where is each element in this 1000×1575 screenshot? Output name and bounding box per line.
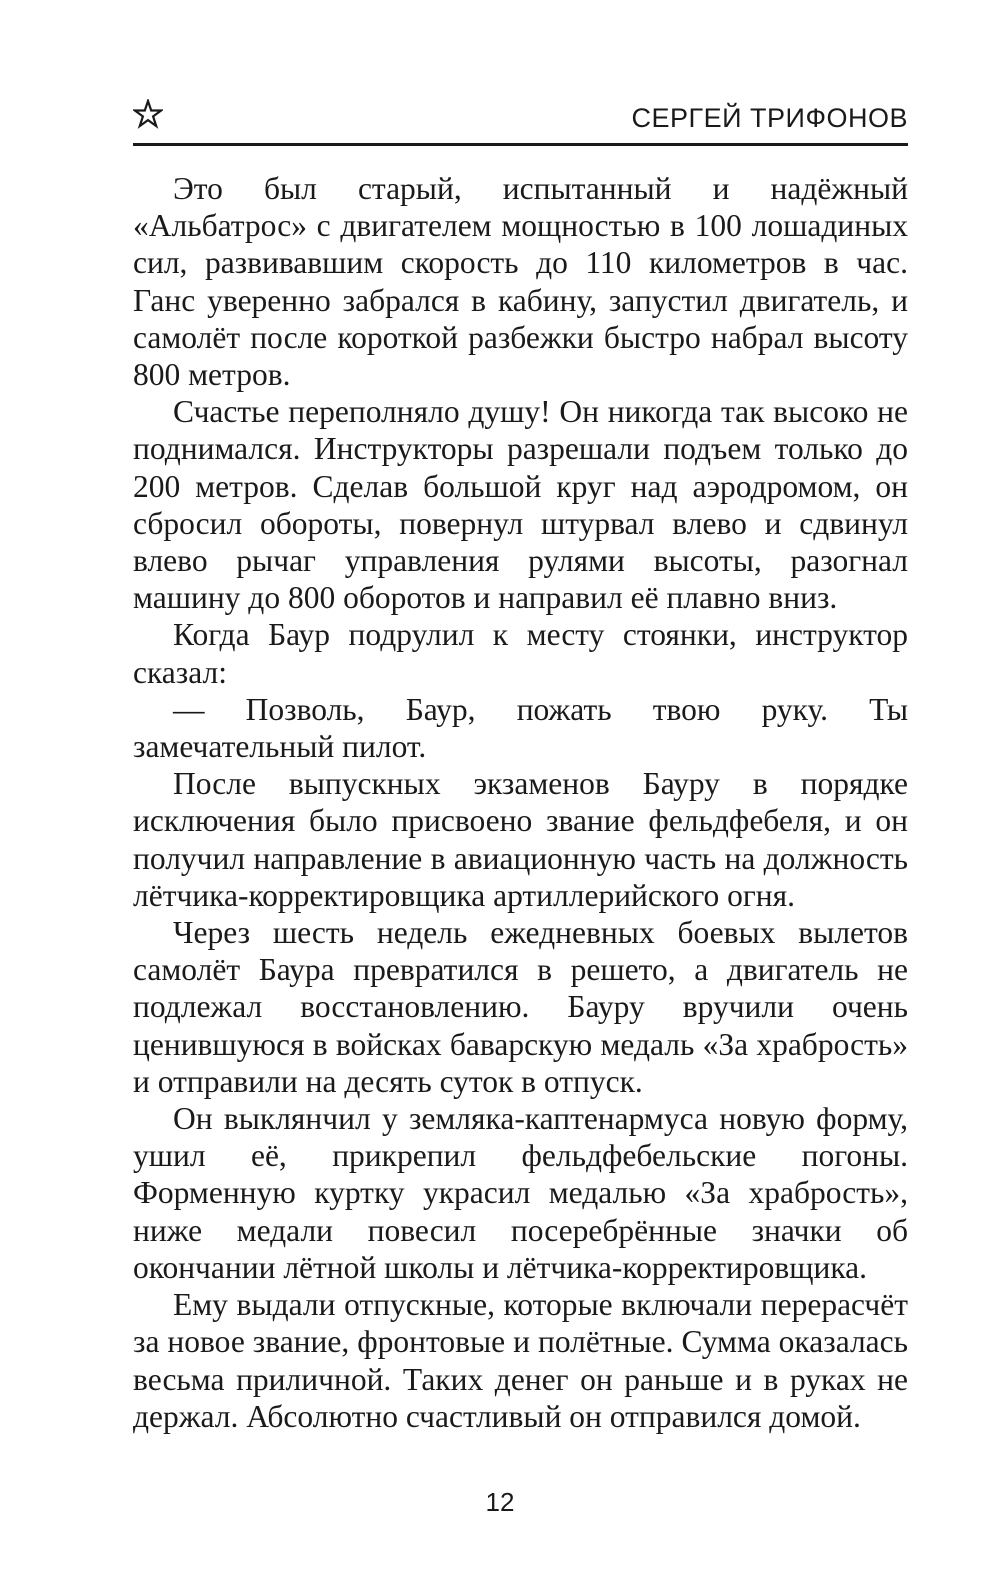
running-header [133,95,908,146]
dialogue-line: — Позволь, Баур, пожать твою руку. Ты замечательный пилот. [133,691,908,765]
star-icon [133,99,163,129]
paragraph: Это был старый, испытанный и надёжный «Альбатрос» с двигателем мощностью в 100 лошадиных сил, развивавшим скорость до 110 километров в час. Ганс уверенно забрался в кабину, запустил двигатель, и самолёт после короткой разбежки быстро набрал высоту 800 метров. [133,171,908,393]
paragraph: Ему выдали отпускные, которые включали перерасчёт за новое звание, фронтовые и полётные. Сумма оказалась весьма приличной. Таких денег он раньше и в руках не держал. Абсолютно счастливый он отправился домой. [133,1287,908,1434]
paragraph: Через шесть недель ежедневных боевых вылетов самолёт Баура превратился в решето, а двигатель не подлежал восстановлению. Бауру вручили очень ценившуюся в войсках баварскую медаль «За храбрость» и отправили на десять суток в отпуск. [133,915,908,1099]
paragraph: Когда Баур подрулил к месту стоянки, инструктор сказал: [133,617,908,690]
paragraph: После выпускных экзаменов Бауру в порядке исключения было присвоено звание фельдфебеля, и он получил направление в авиационную часть на должность лётчика-корректировщика артиллерийского огня. [133,766,908,913]
paragraph: Счастье переполняло душу! Он никогда так высоко не поднимался. Инструкторы разрешали подъем только до 200 метров. Сделав большой круг над аэродромом, он сбросил обороты, повернул штурвал влево и сдвинул влево рычаг управления рулями высоты, разогнал машину до 800 оборотов и направил её плавно вниз. [133,394,908,616]
body-text [133,170,908,1435]
paragraph: Он выклянчил у земляка-каптенармуса новую форму, ушил её, прикрепил фельдфебельские погоны. Форменную куртку украсил медалью «За храбрость», ниже медали повесил посеребрённые значки об окончании лётной школы и лётчика-корректировщика. [133,1101,908,1285]
author-name: СЕРГЕЙ ТРИФОНОВ [631,103,908,133]
page-number: 12 [485,1487,515,1517]
